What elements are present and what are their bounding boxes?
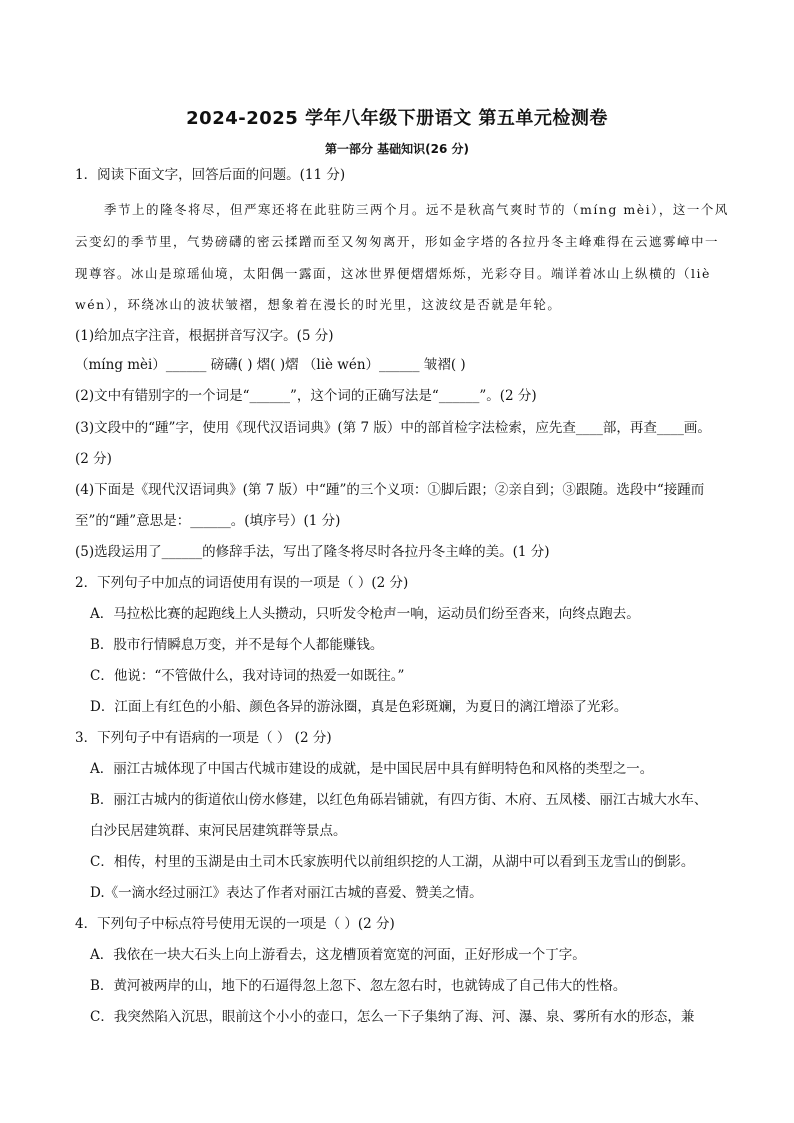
exam-title: 2024-2025 学年八年级下册语文 第五单元检测卷 <box>186 108 608 129</box>
text-line: A．马拉松比赛的起跑线上人头攒动，只听发令枪声一响，运动员们纷至沓来，向终点跑去。 <box>90 606 640 622</box>
text-line: (3)文段中的“踵”字，使用《现代汉语词典》(第 7 版）中的部首检字法检索，应先查____部，再查____画。 <box>75 420 711 436</box>
text-line: C．他说：“不管做什么，我对诗词的热爱一如既往。” <box>90 668 405 684</box>
text-line: C．相传，村里的玉湖是由土司木氏家族明代以前组织挖的人工湖，从湖中可以看到玉龙雪山的倒影。 <box>90 854 695 870</box>
text-line: 至”的“踵”意思是：______。(填序号）(1 分) <box>75 513 341 529</box>
text-line: (2 分) <box>75 451 112 467</box>
text-line: C．我突然陷入沉思，眼前这个小小的壶口，怎么一下子集纳了海、河、瀑、泉、雾所有水的形态，兼 <box>90 1009 695 1025</box>
text-line: wén），环绕冰山的波状皱褶，想象着在漫长的时光里，这波纹是否就是年轮。 <box>75 297 562 312</box>
text-line: 1．阅读下面文字，回答后面的问题。(11 分) <box>75 167 346 183</box>
text-line: （míng mèi）______ 磅礴( ) 熠( )熠 （liè wén）______ 皱褶( ) <box>75 357 466 373</box>
text-line: 2．下列句子中加点的词语使用有误的一项是（ ）(2 分) <box>75 575 409 591</box>
text-line: 云变幻的季节里，气势磅礴的密云揉蹭而至又匆匆离开，形如金字塔的各拉丹冬主峰难得在云遮雾嶂中一 <box>75 234 720 249</box>
text-line: 现尊容。冰山是琼瑶仙境，太阳偶一露面，这冰世界便熠熠烁烁，光彩夺目。端详着冰山上纵横的（liè <box>75 266 711 281</box>
text-line: 季节上的隆冬将尽，但严寒还将在此驻防三两个月。远不是秋高气爽时节的（míng mèi），这一个风 <box>104 202 729 217</box>
text-line: (2)文中有错别字的一个词是“______”，这个词的正确写法是“______”。(2 分) <box>75 388 537 404</box>
text-line: A．丽江古城体现了中国古代城市建设的成就，是中国民居中具有鲜明特色和风格的类型之一。 <box>90 761 654 777</box>
text-line: A．我依在一块大石头上向上游看去，这龙槽顶着宽宽的河面，正好形成一个丁字。 <box>90 947 586 963</box>
text-line: D.《一滴水经过丽江》表达了作者对丽江古城的喜爱、赞美之情。 <box>90 885 483 901</box>
text-line: 白沙民居建筑群、束河民居建筑群等景点。 <box>90 823 347 839</box>
text-line: 4．下列句子中标点符号使用无误的一项是（ ）(2 分) <box>75 916 395 932</box>
text-line: D．江面上有红色的小船、颜色各异的游泳圈，真是色彩斑斓，为夏日的漓江增添了光彩。 <box>90 699 628 715</box>
text-line: B．丽江古城内的街道依山傍水修建，以红色角砾岩铺就，有四方街、木府、五凤楼、丽江古城大水车、 <box>90 792 708 808</box>
text-line: B．黄河被两岸的山，地下的石逼得忽上忽下、忽左忽右时，也就铸成了自己伟大的性格。 <box>90 978 627 994</box>
text-line: 3．下列句子中有语病的一项是（ ） (2 分) <box>75 730 332 746</box>
text-line: B．股市行情瞬息万变，并不是每个人都能赚钱。 <box>90 637 384 653</box>
text-line: (4)下面是《现代汉语词典》(第 7 版）中“踵”的三个义项：①脚后跟；②亲自到；③跟随。选段中“接踵而 <box>75 482 705 498</box>
text-line: (1)给加点字注音，根据拼音写汉字。(5 分) <box>75 328 334 344</box>
text-line: (5)选段运用了______的修辞手法，写出了隆冬将尽时各拉丹冬主峰的美。(1 分) <box>75 544 550 560</box>
section-heading: 第一部分 基础知识(26 分) <box>324 142 470 156</box>
